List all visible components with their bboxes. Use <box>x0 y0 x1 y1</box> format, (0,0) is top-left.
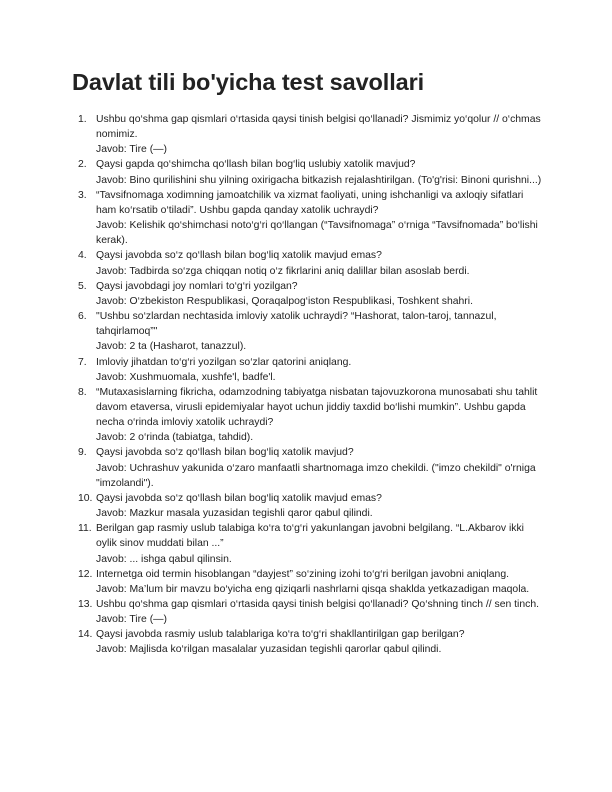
list-item <box>78 627 542 657</box>
answer-text: Javob: O‘zbekiston Respublikasi, Qoraqalpog‘iston Respublikasi, Toshkent shahri. <box>96 295 473 307</box>
list-item <box>78 491 542 521</box>
question-text: Qaysi javobda rasmiy uslub talablariga ko‘ra to‘g‘ri shakllantirilgan gap berilgan? <box>96 629 465 641</box>
item-number: 7. <box>78 356 87 368</box>
item-number: 11. <box>78 523 92 535</box>
item-number: 10. <box>78 492 93 504</box>
question-text: Qaysi javobda so‘z qo‘llash bilan bog‘liq xatolik mavjud? <box>96 447 354 459</box>
answer-text: Javob: Tadbirda so‘zga chiqqan notiq o‘z fikrlarini aniq dalillar bilan asoslab berdi. <box>96 265 470 277</box>
answer-text: Javob: ... ishga qabul qilinsin. <box>96 553 232 565</box>
answer-text: Javob: Majlisda ko‘rilgan masalalar yuzasidan tegishli qarorlar qabul qilindi. <box>96 644 442 656</box>
list-item <box>78 521 542 566</box>
list-item <box>78 188 542 249</box>
list-item <box>78 112 542 157</box>
list-item <box>78 248 542 278</box>
list-item <box>78 385 542 446</box>
list-item <box>78 597 542 627</box>
list-item <box>78 279 542 309</box>
list-item <box>78 567 542 597</box>
question-text: "Ushbu so‘zlardan nechtasida imloviy xatolik uchraydi? “Hashorat, talon-taroj, tannazul, tahqirlamoq”" <box>96 311 497 338</box>
answer-text: Javob: Mazkur masala yuzasidan tegishli qaror qabul qilindi. <box>96 508 373 520</box>
item-number: 1. <box>78 114 87 125</box>
answer-text: Javob: Tire (—) <box>96 144 168 156</box>
answer-text: Javob: Xushmuomala, xushfe'l, badfe'l. <box>96 371 276 383</box>
answer-text: Javob: Uchrashuv yakunida o‘zaro manfaatli shartnomaga imzo chekildi. ("imzo chekildi" o'rniga "imzolandi"). <box>96 462 536 489</box>
question-text: Qaysi javobda so‘z qo‘llash bilan bog‘liq xatolik mavjud emas? <box>96 492 382 504</box>
question-text: Ushbu qo‘shma gap qismlari o‘rtasida qaysi tinish belgisi qo‘llanadi? Jismimiz yo‘qolur // o‘chmas nomimiz. <box>96 114 541 141</box>
list-item <box>78 157 542 187</box>
document-title: Davlat tili bo'yicha test savollari <box>72 69 425 95</box>
question-text: “Mutaxasislarning fikricha, odamzodning tabiyatga nisbatan tajovuzkorona munosabati shu tahlit davom etaversa, virusli epidemiyalar hayot uchun jiddiy taxdid bo‘lishi mumkin”. Ushbu gapda necha o‘rinda imloviy xatolik uchraydi? <box>96 386 538 429</box>
question-text: Berilgan gap rasmiy uslub talabiga ko‘ra to‘g‘ri yakunlangan javobni belgilang. “L.Akbarov ikki oylik sinov muddati bilan ...” <box>96 523 524 550</box>
item-number: 14. <box>78 629 93 641</box>
answer-text: Javob: 2 o‘rinda (tabiatga, tahdid). <box>96 432 254 444</box>
list-item <box>78 445 542 490</box>
item-number: 5. <box>78 280 87 292</box>
question-text: Ushbu qo‘shma gap qismlari o‘rtasida qaysi tinish belgisi qo‘llanadi? Qo‘shning tinch // sen tinch. <box>96 599 539 610</box>
item-number: 4. <box>78 250 87 262</box>
question-text: Internetga oid termin hisoblangan “dayjest” so‘zining izohi to‘g‘ri berilgan javobni aniqlang. <box>96 568 509 580</box>
item-number: 2. <box>78 159 87 171</box>
question-text: “Tavsifnomaga xodimning jamoatchilik va xizmat faoliyati, uning ishchanligi va axloqiy sifatlari ham ko‘rsatib o‘tiladi”. Ushbu gapda qanday xatolik uchraydi? <box>96 189 524 216</box>
item-number: 3. <box>78 189 87 201</box>
question-text: Qaysi gapda qo‘shimcha qo‘llash bilan bog‘liq uslubiy xatolik mavjud? <box>96 159 416 171</box>
answer-text: Javob: 2 ta (Hasharot, tanazzul). <box>96 341 247 353</box>
list-item <box>78 309 542 354</box>
question-text: Qaysi javobdagi joy nomlari to‘g‘ri yozilgan? <box>96 280 298 292</box>
item-number: 6. <box>78 311 87 323</box>
item-number: 9. <box>78 447 87 459</box>
answer-text: Javob: Bino qurilishini shu yilning oxirigacha bitkazish rejalashtirilgan. (To'g'risi: Binoni qurishni...) <box>96 174 542 186</box>
answer-text: Javob: Tire (—) <box>96 614 168 626</box>
question-list <box>78 112 542 658</box>
answer-text: Javob: Kelishik qo‘shimchasi noto‘g‘ri qo‘llangan (“Tavsifnomaga” o‘rniga “Tavsifnomada” bo‘lishi kerak). <box>96 220 538 247</box>
question-text: Imloviy jihatdan to‘g‘ri yozilgan so‘zlar qatorini aniqlang. <box>96 356 352 368</box>
item-number: 13. <box>78 599 93 610</box>
answer-text: Javob: Ma’lum bir mavzu bo‘yicha eng qiziqarli nashrlarni qisqa shaklda yetkazadigan maqola. <box>96 583 530 595</box>
item-number: 12. <box>78 568 93 580</box>
question-text: Qaysi javobda so‘z qo‘llash bilan bog‘liq xatolik mavjud emas? <box>96 250 382 262</box>
item-number: 8. <box>78 386 87 398</box>
list-item <box>78 355 542 385</box>
